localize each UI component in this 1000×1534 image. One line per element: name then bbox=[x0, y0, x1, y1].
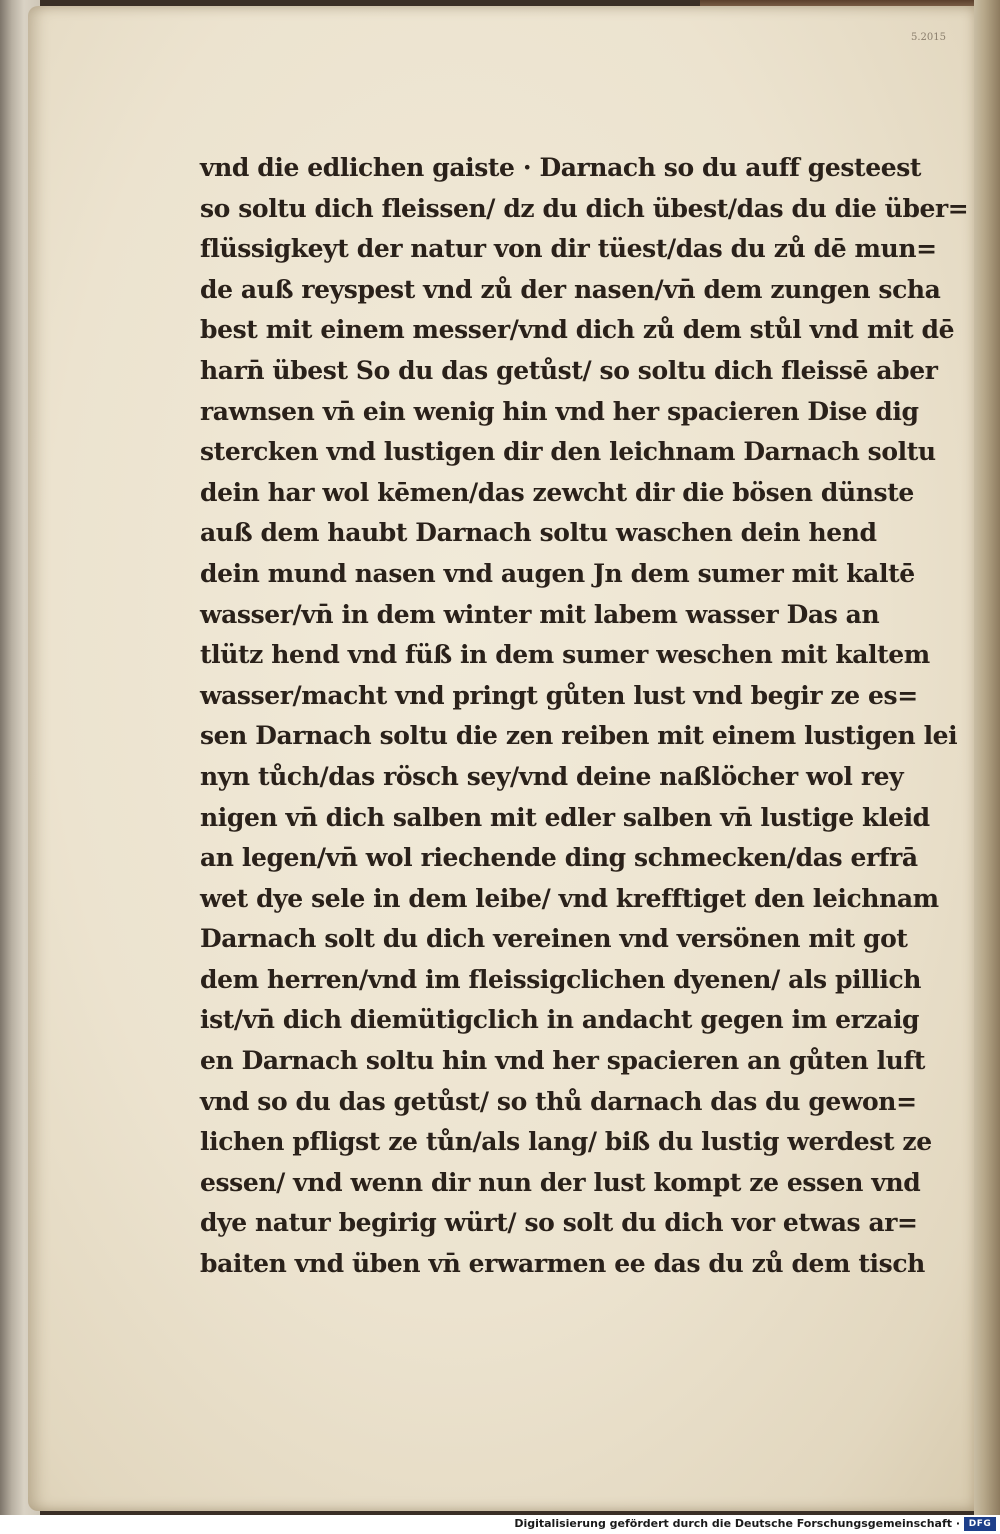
text-line: flüssigkeyt der natur von dir tüest/das du zů dē mun= bbox=[200, 234, 937, 264]
text-line: wasser/vn̄ in dem winter mit labem wasser Das an bbox=[200, 599, 880, 629]
text-line: stercken vnd lustigen dir den leichnam Darnach soltu bbox=[200, 437, 936, 467]
text-line: auß dem haubt Darnach soltu waschen dein hend bbox=[200, 518, 877, 548]
text-line: Darnach solt du dich vereinen vnd versönen mit got bbox=[200, 924, 908, 954]
text-line: de auß reyspest vnd zů der nasen/vn̄ dem zungen scha bbox=[200, 274, 941, 304]
text-line: an legen/vn̄ wol riechende ding schmecken/das erfrā bbox=[200, 843, 918, 873]
text-line: ist/vn̄ dich diemütigclich in andacht gegen im erzaig bbox=[200, 1005, 920, 1035]
text-line: baiten vnd üben vn̄ erwarmen ee das du zů dem tisch bbox=[200, 1249, 925, 1279]
text-line: en Darnach soltu hin vnd her spacieren an gůten luft bbox=[200, 1046, 925, 1076]
text-line: nigen vn̄ dich salben mit edler salben vn̄ lustige kleid bbox=[200, 802, 930, 832]
text-line: tlütz hend vnd füß in dem sumer weschen mit kaltem bbox=[200, 640, 930, 670]
text-line: dein har wol kēmen/das zewcht dir die bösen dünste bbox=[200, 477, 914, 507]
text-line: dye natur begirig würt/ so solt du dich vor etwas ar= bbox=[200, 1208, 918, 1238]
text-block bbox=[200, 148, 969, 1285]
text-line: harn̄ übest So du das getůst/ so soltu dich fleissē aber bbox=[200, 355, 938, 385]
corner-mark: 5.2015 bbox=[911, 32, 946, 43]
text-line: vnd so du das getůst/ so thů darnach das du gewon= bbox=[200, 1086, 917, 1116]
text-line: rawnsen vn̄ ein wenig hin vnd her spacieren Dise dig bbox=[200, 396, 919, 426]
text-line: dein mund nasen vnd augen Jn dem sumer mit kaltē bbox=[200, 558, 915, 588]
text-line: best mit einem messer/vnd dich zů dem stůl vnd mit dē bbox=[200, 315, 955, 345]
text-line: so soltu dich fleissen/ dz du dich übest/das du die über= bbox=[200, 193, 969, 223]
text-line: wet dye sele in dem leibe/ vnd krefftiget den leichnam bbox=[200, 883, 939, 913]
footer-bar bbox=[0, 1515, 1000, 1534]
text-line: wasser/macht vnd pringt gůten lust vnd begir ze es= bbox=[200, 680, 918, 710]
funding-credit: Digitalisierung gefördert durch die Deutsche Forschungsgemeinschaft · bbox=[514, 1517, 960, 1530]
text-line: sen Darnach soltu die zen reiben mit einem lustigen lei bbox=[200, 721, 958, 751]
text-line: essen/ vnd wenn dir nun der lust kompt ze essen vnd bbox=[200, 1167, 921, 1197]
text-line: lichen pfligst ze tůn/als lang/ biß du lustig werdest ze bbox=[200, 1127, 932, 1157]
text-line: dem herren/vnd im fleissigclichen dyenen/ als pillich bbox=[200, 964, 922, 994]
text-line: nyn tůch/das rösch sey/vnd deine naßlöcher wol rey bbox=[200, 761, 904, 791]
text-line: vnd die edlichen gaiste · Darnach so du auff gesteest bbox=[200, 153, 922, 182]
book-cover-edge bbox=[974, 0, 1000, 1515]
dfg-logo: DFG bbox=[964, 1517, 996, 1531]
